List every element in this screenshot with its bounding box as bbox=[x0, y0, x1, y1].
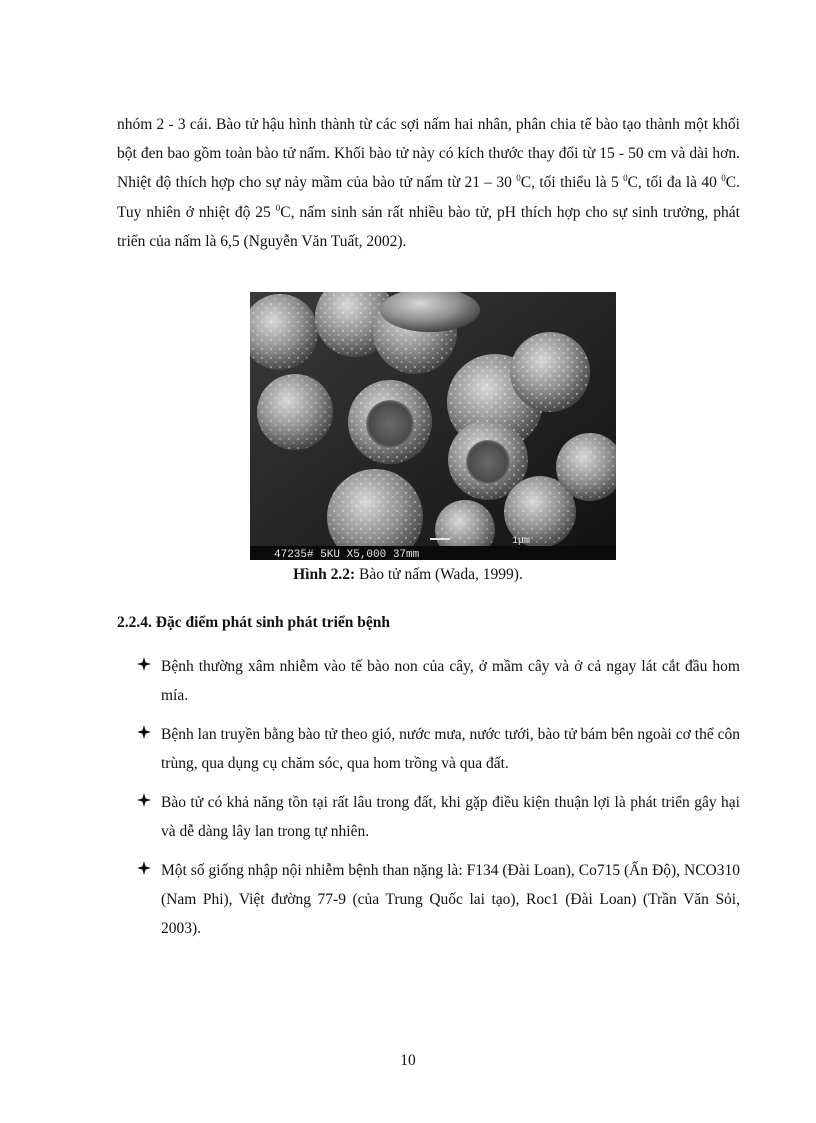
diamond-bullet-icon bbox=[137, 725, 151, 739]
degree-superscript: 0 bbox=[623, 173, 628, 184]
list-item bbox=[117, 652, 740, 710]
list-item bbox=[117, 720, 740, 778]
caption-label: Hình 2.2: bbox=[293, 566, 356, 583]
para-text-4: C. Tuy nhiên ở nhiệt độ 25 bbox=[117, 174, 740, 221]
bullet-text: Bệnh thường xâm nhiễm vào tế bào non của cây, ở mầm cây và ở cả ngay lát cắt đầu hom mía. bbox=[161, 658, 740, 705]
intro-paragraph bbox=[117, 110, 740, 256]
scale-bar-label: 1μm bbox=[512, 536, 531, 547]
bullet-text: Bệnh lan truyền bằng bào tử theo gió, nước mưa, nước tưới, bào tử bám bên ngoài cơ thể côn trùng, qua dụng cụ chăm sóc, qua hom trồng và qua đất. bbox=[161, 726, 740, 773]
section-heading: 2.2.4. Đặc điểm phát sinh phát triển bệnh bbox=[117, 614, 391, 631]
para-text-3: C, tối đa là 40 bbox=[627, 174, 722, 192]
micrograph-info-bar: 47235# 5KU X5,000 37mm bbox=[274, 549, 420, 560]
degree-superscript: 0 bbox=[516, 173, 521, 184]
degree-superscript: 0 bbox=[721, 173, 726, 184]
bullet-text: Bào tử có khả năng tồn tại rất lâu trong đất, khi gặp điều kiện thuận lợi là phát triển gây hại và dễ dàng lây lan trong tự nhiên. bbox=[161, 794, 740, 841]
para-text-5: C, nấm sinh sản rất nhiều bào tử, pH thích hợp cho sự sinh trưởng, phát triển của nấm là 6,5 (Nguyễn Văn Tuất, 2002). bbox=[117, 203, 740, 250]
page-number: 10 bbox=[400, 1052, 416, 1069]
figure-caption bbox=[0, 566, 816, 584]
list-item bbox=[117, 856, 740, 944]
diamond-bullet-icon bbox=[137, 793, 151, 807]
list-item bbox=[117, 788, 740, 846]
diamond-bullet-icon bbox=[137, 861, 151, 875]
bullet-text: Một số giống nhập nội nhiễm bệnh than nặng là: F134 (Đài Loan), Co715 (Ấn Độ), NCO310 (Nam Phi), Việt đường 77-9 (của Trung Quốc lai tạo), Roc1 (Đài Loan) (Trần Văn Sỏi, 2003). bbox=[161, 862, 740, 938]
spore-micrograph bbox=[250, 292, 616, 560]
para-text-2: C, tối thiểu là 5 bbox=[520, 174, 624, 192]
caption-text: Bào tử nấm (Wada, 1999). bbox=[355, 566, 523, 583]
para-text-1: nhóm 2 - 3 cái. Bào tử hậu hình thành từ các sợi nấm hai nhân, phân chia tế bào tạo thành một khối bột đen bao gồm toàn bào tử nấm. Khối bào tử này có kích thước thay đổi từ 15 - 50 cm và dài hơn. Nhiệt độ thích hợp cho sự nảy mầm của bào tử nấm từ 21 – 30 bbox=[117, 116, 740, 192]
diamond-bullet-icon bbox=[137, 657, 151, 671]
degree-superscript: 0 bbox=[275, 202, 281, 213]
